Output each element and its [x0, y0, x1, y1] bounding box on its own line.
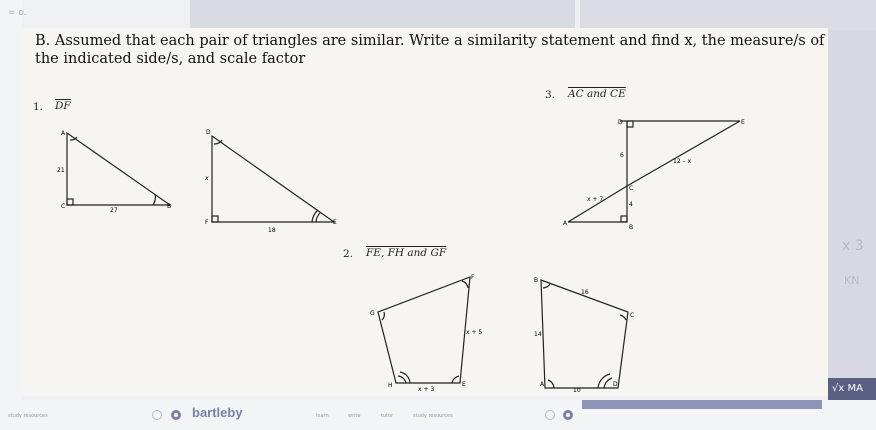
- triangle-dfe: [212, 136, 334, 222]
- math-box[interactable]: √x MA: [828, 378, 876, 400]
- label-a: A: [61, 130, 66, 137]
- study-resources-link[interactable]: study resources: [8, 413, 48, 419]
- pentagon-1: [378, 277, 470, 383]
- label-e: E: [333, 219, 337, 226]
- label-2-c: C: [630, 312, 635, 319]
- label-b: B: [167, 203, 172, 210]
- label-27: 27: [110, 207, 118, 214]
- label-10: 10: [573, 387, 581, 394]
- nav-learn[interactable]: learn: [316, 413, 329, 419]
- label-4: 4: [629, 201, 633, 208]
- label-2-g: G: [370, 310, 375, 317]
- notification-icon[interactable]: [545, 410, 555, 420]
- problem-2-target: FE, FH and GF: [366, 247, 447, 259]
- label-x3: x + 3: [418, 386, 435, 393]
- label-3-e: E: [741, 119, 745, 126]
- label-3-d: D: [618, 119, 623, 126]
- label-21: 21: [57, 167, 65, 174]
- question-heading: B. Assumed that each pair of triangles are similar. Write a similarity statement and find x, the measure/s of the indicated side/s, and scale factor: [35, 33, 825, 67]
- label-2-b: B: [534, 277, 539, 284]
- side-note-x3: x 3: [842, 238, 864, 254]
- problem-3-number: 3.: [545, 89, 556, 101]
- home-icon[interactable]: [152, 410, 162, 420]
- label-3-b: B: [629, 224, 634, 231]
- brand-logo-icon: [171, 410, 181, 420]
- problem-1-target: $\overline{DF}$: [55, 100, 71, 112]
- label-12x: 12 – x: [673, 158, 691, 165]
- label-3-a: A: [563, 220, 568, 227]
- label-f: F: [205, 219, 209, 226]
- brand-name[interactable]: bartleby: [192, 405, 243, 420]
- label-6: 6: [620, 152, 624, 159]
- label-3-c: C: [629, 185, 634, 192]
- label-c: C: [61, 203, 66, 210]
- label-2-e: E: [462, 381, 466, 388]
- label-2-f: F: [471, 274, 475, 281]
- problem-3-target: AC and CE: [568, 88, 626, 100]
- profile-icon[interactable]: [563, 410, 573, 420]
- side-note-kn: KN: [844, 274, 860, 287]
- label-2-d: D: [613, 381, 618, 388]
- label-2-a: A: [540, 381, 545, 388]
- label-14: 14: [534, 331, 542, 338]
- nav-write[interactable]: write: [348, 413, 361, 419]
- triangle-abc: [67, 133, 170, 205]
- label-18: 18: [268, 227, 276, 234]
- label-d: D: [206, 129, 211, 136]
- problem-2-number: 2.: [343, 248, 354, 260]
- problem-1-number: 1.: [33, 101, 44, 113]
- label-16: 16: [581, 289, 589, 296]
- problem-3-figure: [568, 121, 740, 222]
- label-x5: x + 5: [466, 329, 483, 336]
- nav-tutor[interactable]: tutor: [381, 413, 394, 419]
- nav-study-resources[interactable]: study resources: [413, 413, 453, 419]
- pentagon-2: [541, 280, 628, 388]
- top-scribble: = o.: [8, 8, 27, 18]
- label-x7: x + 7: [587, 196, 604, 203]
- accent-bar: [582, 400, 822, 409]
- label-x: x: [205, 175, 209, 182]
- label-2-h: H: [388, 382, 393, 389]
